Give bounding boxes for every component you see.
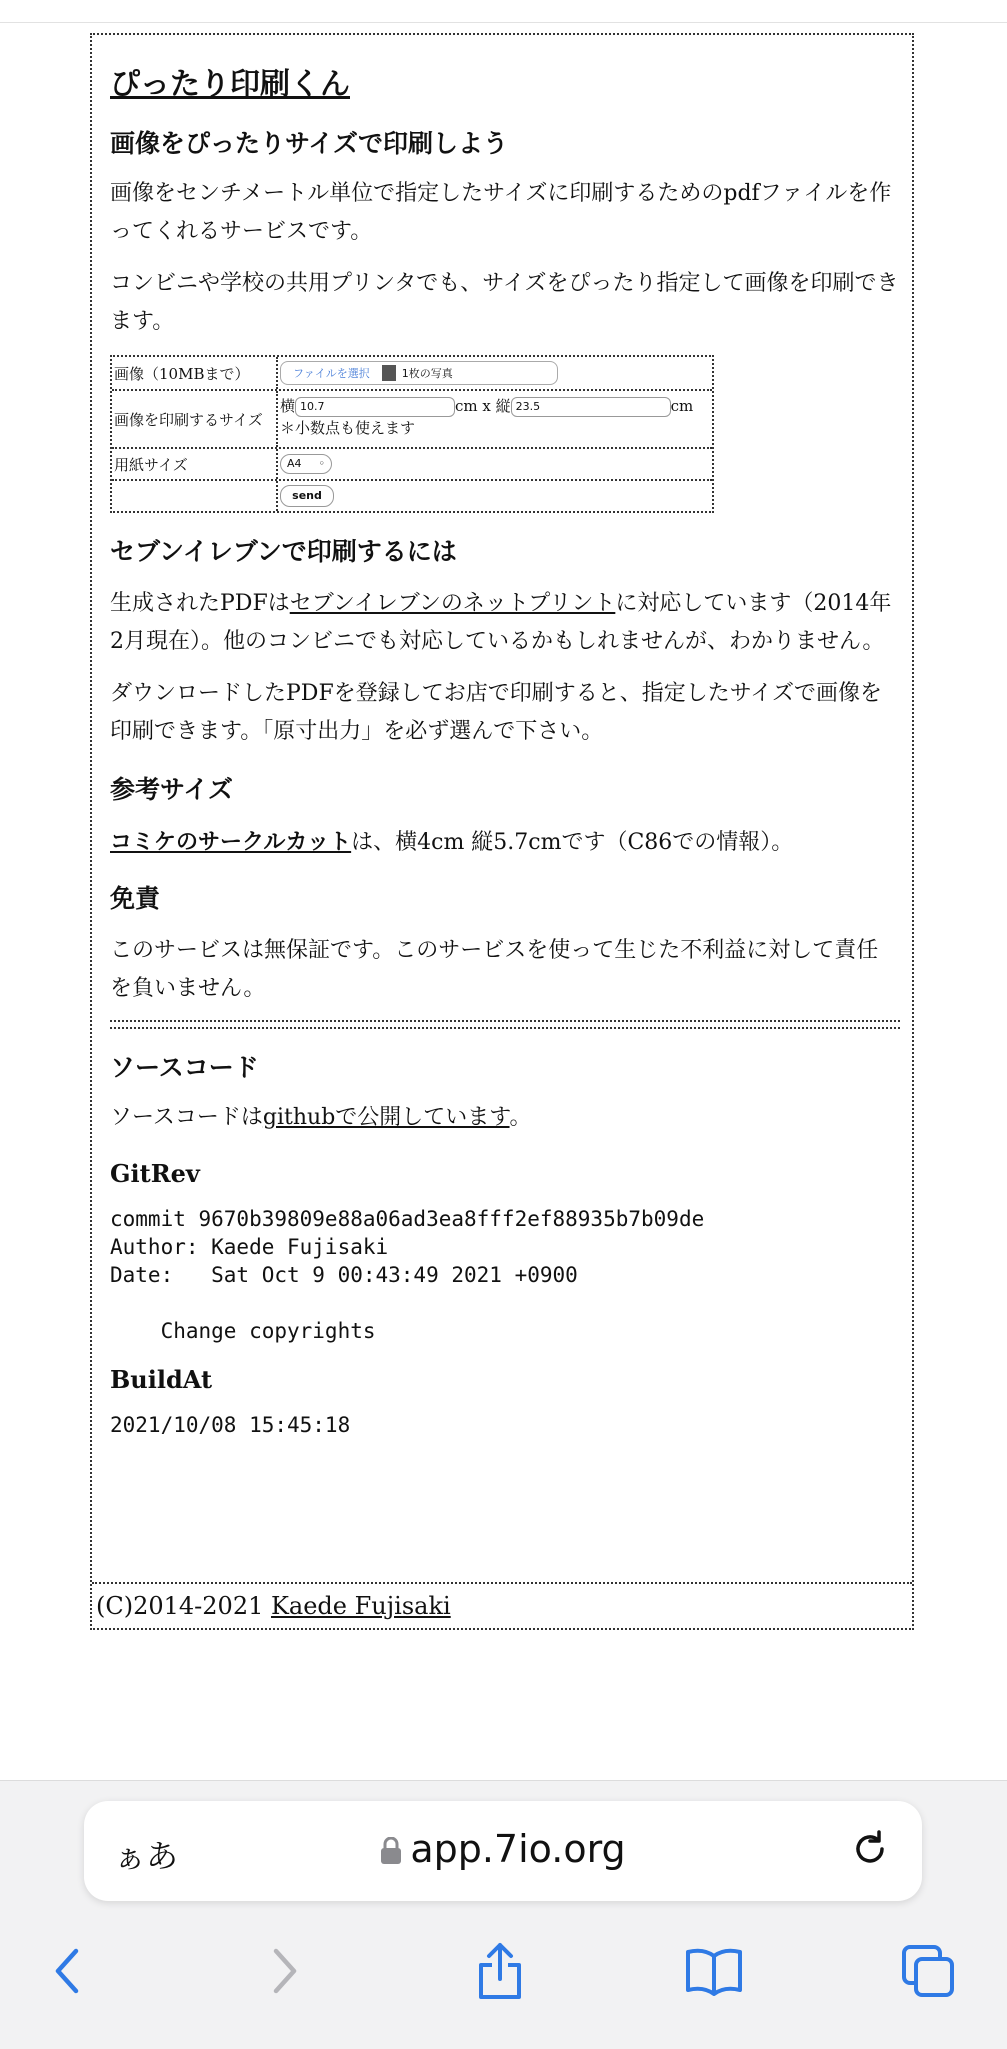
image-label: 画像（10MBまで）	[112, 357, 278, 389]
send-field-cell	[278, 481, 712, 511]
form-row-size	[112, 389, 712, 447]
reload-icon[interactable]	[848, 1827, 892, 1875]
gitrev-commit-block: commit 9670b39809e88a06ad3ea8fff2ef88935b7b09de Author: Kaede Fujisaki Date: Sat Oct 9 00:43:49 2021 +0900 Change copyrights	[110, 1207, 705, 1343]
heading-gitrev: GitRev	[110, 1159, 200, 1188]
file-value: 1枚の写真	[401, 367, 453, 380]
forward-button[interactable]	[254, 1941, 314, 2001]
size-label: 画像を印刷するサイズ	[112, 391, 278, 447]
chevron-right-icon	[264, 1947, 304, 1995]
decimal-note: ＊小数点も使えます	[280, 419, 416, 437]
url-text: app.7io.org	[410, 1827, 626, 1871]
width-input[interactable]: 10.7	[295, 397, 455, 417]
comiket-circle-cut-link[interactable]: コミケのサークルカット	[110, 829, 352, 855]
cm-suffix: cm	[670, 397, 694, 415]
intro-paragraph-1: 画像をセンチメートル単位で指定したサイズに印刷するためのpdfファイルを作ってくれるサービスです。	[110, 181, 892, 244]
back-button[interactable]	[38, 1941, 98, 2001]
paper-label: 用紙サイズ	[112, 449, 278, 479]
send-label-cell	[112, 481, 278, 511]
form-row-send	[112, 479, 712, 511]
form-row-image	[112, 357, 712, 389]
size-field-cell	[278, 391, 712, 447]
reference-text: は、横4cm 縦5.7cmです（C86での情報）。	[351, 830, 794, 855]
tabs-button[interactable]	[898, 1941, 958, 2001]
footer	[92, 1582, 912, 1628]
browser-toolbar	[0, 1780, 1007, 2049]
heading-disclaimer: 免責	[110, 884, 161, 913]
intro-paragraph-2: コンビニや学校の共用プリンタでも、サイズをぴったり指定して画像を印刷できます。	[110, 271, 899, 334]
text-size-button[interactable]: ぁあ	[114, 1837, 179, 1875]
source-post: 。	[509, 1105, 532, 1130]
page-title: ぴったり印刷くん	[110, 67, 350, 102]
seven-p1-post: に対応しています（2014年2月現在）。他のコンビニでも対応しているかもしれませんが、わかりません。	[110, 591, 892, 654]
address-bar[interactable]	[84, 1801, 922, 1901]
url-display[interactable]	[84, 1827, 922, 1874]
upload-form	[110, 355, 714, 513]
paper-field-cell	[278, 449, 712, 479]
paper-size-value: A4	[287, 457, 302, 470]
top-divider	[0, 22, 1007, 23]
heading-reference-size: 参考サイズ	[110, 775, 234, 804]
cm-x-height-label: cm x 縦	[455, 397, 511, 415]
tabs-icon	[900, 1943, 956, 1999]
netprint-link[interactable]: セブンイレブンのネットプリント	[289, 591, 616, 616]
bookmarks-button[interactable]	[684, 1941, 744, 2001]
paper-size-select[interactable]	[280, 454, 332, 474]
source-paragraph	[110, 1099, 900, 1137]
seven-paragraph-2: ダウンロードしたPDFを登録してお店で印刷すると、指定したサイズで画像を印刷できます。「原寸出力」を必ず選んで下さい。	[110, 681, 882, 744]
book-icon	[684, 1946, 744, 1996]
file-choose-button[interactable]: ファイルを選択	[293, 367, 370, 380]
reference-paragraph	[110, 823, 900, 862]
send-button[interactable]: send	[280, 485, 334, 507]
heading-fit-print: 画像をぴったりサイズで印刷しよう	[110, 129, 509, 158]
seven-paragraph-1	[110, 585, 900, 661]
height-input[interactable]: 23.5	[511, 397, 671, 417]
github-link[interactable]: githubで公開しています	[262, 1105, 510, 1130]
share-icon	[475, 1941, 525, 2001]
chevron-left-icon	[48, 1947, 88, 1995]
browser-nav-bar	[0, 1931, 1007, 2011]
width-prefix: 横	[280, 397, 296, 415]
file-input[interactable]	[280, 361, 558, 385]
share-button[interactable]	[470, 1941, 530, 2001]
form-row-paper	[112, 447, 712, 479]
section-divider	[110, 1020, 900, 1029]
seven-p1-text: 生成されたPDFは	[110, 591, 290, 616]
heading-buildat: BuildAt	[110, 1365, 213, 1394]
disclaimer-paragraph: このサービスは無保証です。このサービスを使って生じた不利益に対して責任を負いません。	[110, 938, 879, 1001]
page-container	[90, 33, 914, 1630]
copyright-text: (C)2014-2021	[96, 1592, 271, 1620]
author-link[interactable]: Kaede Fujisaki	[270, 1592, 451, 1620]
chevron-updown-icon: ◦	[318, 457, 325, 470]
main-content	[110, 35, 900, 1439]
heading-seven-eleven: セブンイレブンで印刷するには	[110, 537, 457, 566]
source-text: ソースコードは	[110, 1105, 263, 1130]
buildat-value: 2021/10/08 15:45:18	[110, 1413, 351, 1437]
heading-source-code: ソースコード	[110, 1053, 259, 1082]
image-field-cell	[278, 357, 712, 389]
file-thumbnail-icon	[382, 365, 396, 381]
lock-icon	[380, 1830, 402, 1874]
